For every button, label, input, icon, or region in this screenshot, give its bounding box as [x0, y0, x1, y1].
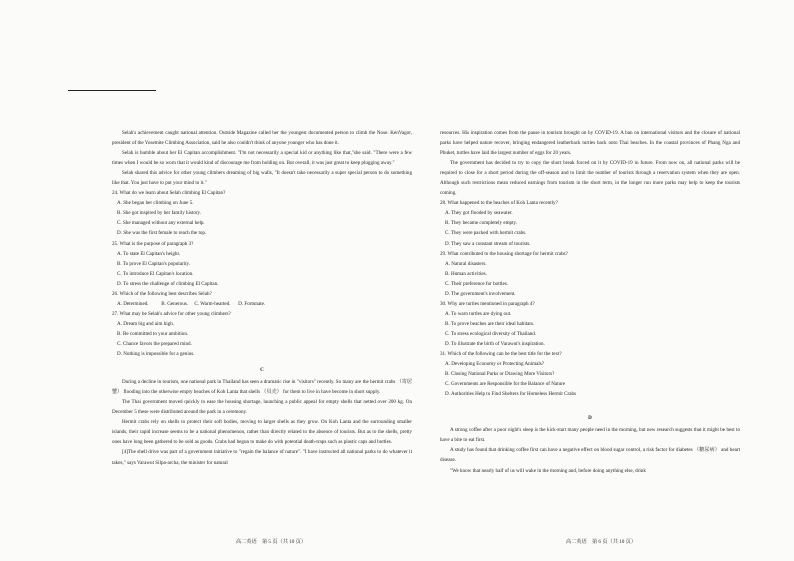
passage-paragraph: A strong coffee after a poor night's sleep is the kick-start many people need in the morning, but new research suggests that it might be best to have a bite to eat first.	[440, 427, 740, 444]
answer-option: D. To illustrate the birth of Varawut's inspiration.	[445, 340, 545, 347]
answer-option: C. To introduce El Capitan's location.	[117, 270, 194, 277]
question-stem: 26. Which of the following best describes Selah?	[112, 290, 212, 297]
question-stem: 29. What contributed to the housing shortage for hermit crabs?	[440, 250, 568, 257]
answer-option: D. She was the first female to reach the top.	[117, 230, 207, 237]
header-rule	[68, 90, 156, 91]
answer-option: A. She began her climbing on June 5.	[117, 200, 194, 207]
section-title: C	[260, 367, 264, 374]
right-column	[440, 128, 740, 476]
answer-options-inline: A. Determined. B. Generous. C. Warm-hearted. D. Fortunate.	[117, 300, 266, 307]
question-stem: 24. What do we learn about Selah climbing El Capitan?	[112, 190, 226, 197]
answer-option: D. Nothing is impossible for a genius.	[117, 351, 195, 358]
answer-option: D. Authorities Help to Find Shelters for Homeless Hermit Crabs	[445, 391, 577, 398]
passage-paragraph: resources. His inspiration comes from the pause in tourism brought on by COVID-19. A ban on international visitors and the closure of national parks have helped nature recover, bringing endangered leatherback turtles back onto Thai beaches. In the coastal provinces of Phang Nga and Phuket, turtles have laid the largest number of eggs for 20 years.	[440, 130, 740, 157]
answer-option: D. The government's involvement.	[445, 290, 516, 297]
page-footer-left: 高二英语 第 5 页（共 10 页）	[236, 539, 307, 545]
answer-option: C. To stress ecological diversity of Thailand.	[445, 330, 537, 337]
answer-option: B. Be committed to your ambition.	[117, 330, 189, 337]
question-stem: 25. What is the purpose of paragraph 3?	[112, 240, 194, 247]
answer-option: C. They were packed with hermit crabs.	[445, 230, 527, 237]
spacer	[440, 399, 740, 407]
passage-paragraph: "We know that nearly half of us will wake in the morning and, before doing anything else, drink	[450, 467, 646, 474]
answer-option: B. Human activities.	[445, 270, 487, 277]
passage-paragraph: Selah's achievement caught national attention. Outside Magazine called her the youngest documented person to climb the Nose. KenVagor, president of the Yosemite Climbing Association, said he also couldn't think of anyone younger who has done it.	[112, 130, 412, 147]
answer-option: C. Their preference for bottles.	[445, 280, 508, 287]
answer-option: A. Developing Economy or Protecting Animals?	[445, 361, 545, 368]
answer-option: C. Governments are Responsible for the Balance of Nature	[445, 381, 566, 388]
page-footer-right: 高二英语 第 6 页（共 10 页）	[566, 539, 637, 545]
question-stem: 27. What may be Selah's advice for other young climbers?	[112, 310, 231, 317]
question-stem: 30. Why are turtles mentioned in paragraph 4?	[440, 300, 535, 307]
passage-paragraph: Selah is humble about her El Capitan accomplishment. "I'm not necessarily a special kid or anything like that,"she said. "There were a few times when I would be so worn that it would kind of discourage me from holding on. But overall, it was just great to keep plugging away."	[112, 150, 412, 167]
answer-option: B. To prove beaches are their ideal habitats.	[445, 320, 535, 327]
passage-paragraph: Selah shared this advice for other young climbers dreaming of big walls, "It doesn't take necessarily a super special person to do something like that. You just have to put your mind to it."	[112, 170, 412, 187]
passage-paragraph: The government has decided to try to copy the short break forced on it by COVID-19 in future. From now on, all national parks will be required to close for a short period during the off-season and to limit the number of tourists through a reservation system when they are open. Although such restrictions mean reduced earnings from tourism in the short term, in the longer run more parks may help to keep the tourists coming.	[440, 160, 740, 197]
passage-paragraph: [4]The shell drive was part of a government initiative to "regain the balance of nature". "I have instructed all national parks to do whatever it takes," says Varawut Silpa-archa, the minister for natural	[112, 449, 412, 466]
left-column	[112, 128, 412, 468]
answer-option: C. She managed without any external help.	[117, 220, 205, 227]
passage-paragraph: A study has found that drinking coffee first can have a negative effect on blood sugar control, a risk factor for diabetes （糖尿病） and heart disease.	[440, 447, 740, 464]
section-title: D	[588, 415, 592, 422]
answer-option: D. To stress the challenge of climbing El Capitan.	[117, 280, 219, 287]
answer-option: B. She got inspired by her family history.	[117, 210, 202, 217]
passage-paragraph: The Thai government moved quickly to ease the housing shortage, launching a public appeal for empty shells that netted over 200 kg. On December 5 these were distributed around the park in a ceremony.	[112, 399, 412, 416]
answer-option: A. Dream big and aim high.	[117, 320, 175, 327]
answer-option: A. Natural disasters.	[445, 260, 487, 267]
answer-option: B. They became completely empty.	[445, 220, 517, 227]
question-stem: 31. Which of the following can be the best title for the text?	[440, 351, 562, 358]
answer-option: B. To prove El Capitan's popularity.	[117, 260, 190, 267]
answer-option: D. They saw a constant stream of tourists.	[445, 240, 531, 247]
question-stem: 28. What happened to the beaches of Koh Lanta recently?	[440, 200, 558, 207]
passage-paragraph: Hermit crabs rely on shells to protect their soft bodies, moving to larger shells as they grow. On Koh Lanta and the surrounding smaller islands, their rapid increase seems to be a national phenomenon, rather than directly related to the absence of tourists. But as to the shells, pretty ones have long been gathered to be sold as goods. Crabs had begun to make do with potential death-traps such as plastic caps and bottles.	[112, 419, 412, 446]
answer-option: C. Chance favors the prepared mind.	[117, 340, 192, 347]
answer-option: A. They got flooded by seawater.	[445, 210, 513, 217]
answer-option: A. To warn turtles are dying out.	[445, 310, 512, 317]
answer-option: B. Closing National Parks or Drawing More Visitors?	[445, 371, 555, 378]
answer-option: A. To state El Capitan's height.	[117, 250, 181, 257]
passage-paragraph: During a decline in tourism, one national park in Thailand has seen a dramatic rise in "visitors" recently. So many are the hermit crabs （寄居蟹） flooding into the otherwise empty beaches of Koh Lanta that shells （贝壳） for them to live in have become in short supply.	[112, 379, 412, 396]
